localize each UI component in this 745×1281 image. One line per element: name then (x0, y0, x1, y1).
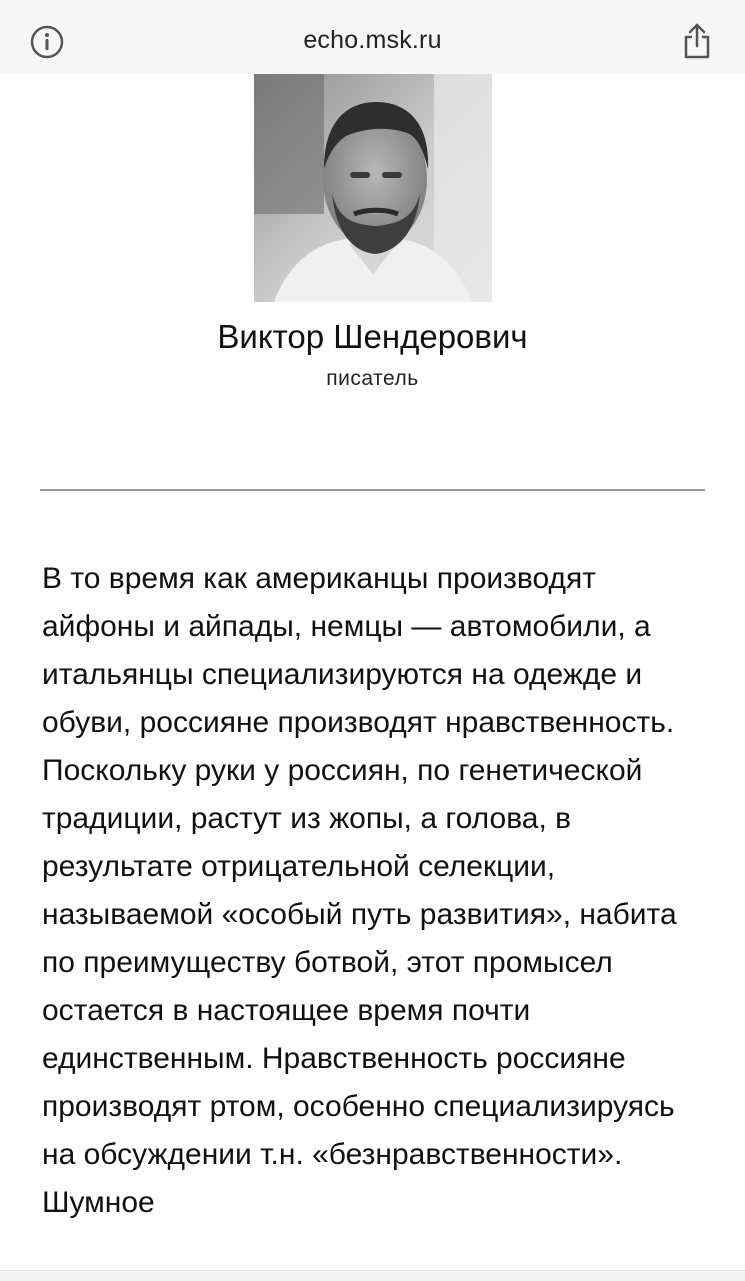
url-domain[interactable]: echo.msk.ru (303, 26, 442, 54)
share-icon[interactable] (680, 22, 714, 60)
divider (40, 489, 705, 491)
author-photo (254, 74, 492, 302)
bottom-toolbar-edge (0, 1270, 745, 1281)
author-role: писатель (326, 367, 419, 390)
browser-url-bar[interactable] (0, 0, 745, 74)
author-name: Виктор Шендерович (217, 318, 528, 355)
article-body: В то время как американцы производят айфоны и айпады, немцы — автомобили, а итальянцы специализируются на одежде и обуви, россияне производят нравственность. Поскольку руки у россиян, по генетической традиции, растут из жопы, а голова, в результате отрицательной селекции, называемой «особый путь развития», набита по преимуществу ботвой, этот промысел остается в настоящее время почти единственным. Нравственность россияне производят ртом, особенно специализируясь на обсуждении т.н. «безнравственности». Шумное (42, 562, 677, 1219)
